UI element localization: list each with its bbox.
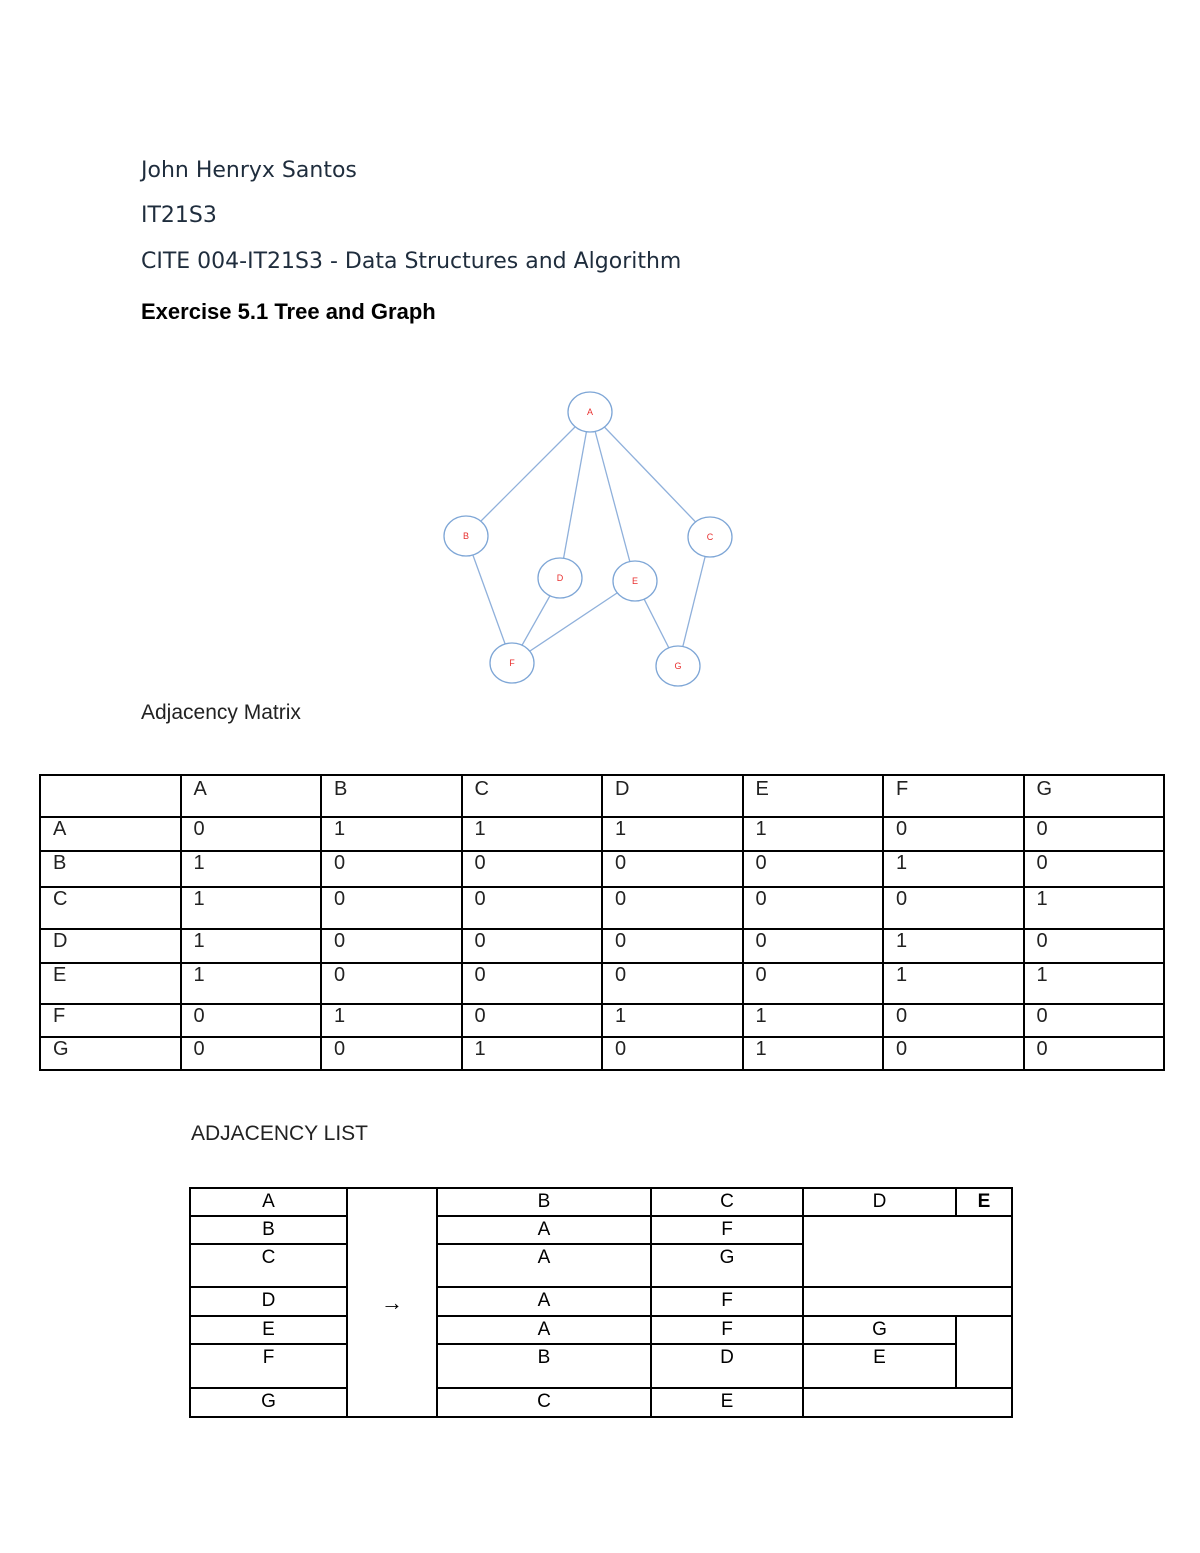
list-vertex: E	[190, 1316, 347, 1344]
node-label: B	[462, 531, 470, 541]
matrix-cell: 0	[321, 851, 462, 887]
node-label: A	[586, 407, 594, 417]
empty-cell	[803, 1388, 1012, 1417]
matrix-row-label: D	[40, 929, 181, 963]
empty-cell	[803, 1216, 1012, 1287]
matrix-cell: 0	[321, 963, 462, 1004]
list-neighbor: A	[437, 1244, 651, 1287]
matrix-cell: 0	[602, 887, 743, 929]
matrix-cell: 0	[462, 1004, 603, 1037]
matrix-cell: 0	[743, 929, 884, 963]
matrix-cell: 0	[602, 929, 743, 963]
matrix-cell: 1	[602, 1004, 743, 1037]
matrix-row	[40, 887, 1164, 929]
matrix-cell: 0	[181, 1004, 322, 1037]
adjacency-matrix-table	[39, 774, 1165, 1071]
exercise-title: Exercise 5.1 Tree and Graph	[141, 299, 436, 324]
matrix-row	[40, 851, 1164, 887]
list-neighbor: E	[956, 1188, 1012, 1216]
matrix-row	[40, 929, 1164, 963]
node-label: C	[706, 532, 714, 542]
matrix-row-label: G	[40, 1037, 181, 1070]
list-neighbor: A	[437, 1316, 651, 1344]
list-neighbor: G	[803, 1316, 956, 1344]
matrix-cell: 1	[462, 1037, 603, 1070]
matrix-row-label: B	[40, 851, 181, 887]
graph-diagram	[430, 385, 750, 695]
matrix-header-cell: A	[181, 775, 322, 817]
matrix-cell: 1	[743, 1004, 884, 1037]
matrix-row-label: F	[40, 1004, 181, 1037]
list-vertex: C	[190, 1244, 347, 1287]
matrix-cell: 0	[181, 1037, 322, 1070]
matrix-cell: 0	[321, 887, 462, 929]
matrix-cell: 0	[462, 887, 603, 929]
section-code: IT21S3	[141, 203, 217, 228]
list-neighbor: C	[437, 1388, 651, 1417]
list-neighbor: D	[803, 1188, 956, 1216]
list-vertex: D	[190, 1287, 347, 1316]
list-neighbor: G	[651, 1244, 803, 1287]
matrix-cell: 0	[462, 963, 603, 1004]
matrix-cell: 1	[1024, 887, 1165, 929]
list-vertex: F	[190, 1344, 347, 1388]
matrix-cell: 0	[321, 929, 462, 963]
list-neighbor: B	[437, 1344, 651, 1388]
matrix-cell: 1	[743, 817, 884, 851]
matrix-cell: 1	[1024, 963, 1165, 1004]
matrix-cell: 0	[462, 851, 603, 887]
matrix-cell: 1	[883, 963, 1024, 1004]
matrix-row-label: C	[40, 887, 181, 929]
matrix-header-cell: F	[883, 775, 1024, 817]
list-neighbor: E	[803, 1344, 956, 1388]
list-neighbor: E	[651, 1388, 803, 1417]
matrix-header-cell: B	[321, 775, 462, 817]
matrix-cell: 1	[883, 851, 1024, 887]
matrix-cell: 0	[1024, 817, 1165, 851]
matrix-cell: 1	[181, 887, 322, 929]
node-label: G	[674, 661, 682, 671]
edge-A-C	[590, 412, 710, 537]
edge-A-E	[590, 412, 635, 581]
matrix-cell: 0	[883, 817, 1024, 851]
matrix-row-label: E	[40, 963, 181, 1004]
arrow-icon: →	[347, 1188, 437, 1417]
matrix-header-cell	[40, 775, 181, 817]
list-vertex: A	[190, 1188, 347, 1216]
matrix-cell: 0	[602, 1037, 743, 1070]
matrix-cell: 0	[181, 817, 322, 851]
matrix-header-cell: G	[1024, 775, 1165, 817]
matrix-cell: 0	[1024, 1004, 1165, 1037]
list-neighbor: F	[651, 1287, 803, 1316]
matrix-cell: 0	[883, 887, 1024, 929]
matrix-cell: 0	[883, 1004, 1024, 1037]
list-neighbor: B	[437, 1188, 651, 1216]
matrix-cell: 0	[743, 851, 884, 887]
course-title: CITE 004-IT21S3 - Data Structures and Algorithm	[141, 249, 682, 274]
node-label: F	[509, 658, 515, 668]
matrix-row-label: A	[40, 817, 181, 851]
matrix-cell: 0	[1024, 929, 1165, 963]
matrix-cell: 0	[743, 887, 884, 929]
matrix-cell: 1	[602, 817, 743, 851]
matrix-row	[40, 1004, 1164, 1037]
list-neighbor: D	[651, 1344, 803, 1388]
empty-cell	[803, 1287, 1012, 1316]
matrix-header-cell: D	[602, 775, 743, 817]
matrix-row	[40, 1037, 1164, 1070]
matrix-header-row	[40, 775, 1164, 817]
matrix-row	[40, 817, 1164, 851]
node-label: E	[631, 576, 639, 586]
matrix-cell: 0	[743, 963, 884, 1004]
matrix-cell: 0	[321, 1037, 462, 1070]
node-label: D	[556, 573, 564, 583]
matrix-cell: 0	[1024, 851, 1165, 887]
matrix-cell: 0	[602, 963, 743, 1004]
adjacency-list-table	[189, 1187, 1013, 1418]
matrix-cell: 1	[181, 963, 322, 1004]
empty-cell	[956, 1316, 1012, 1388]
matrix-cell: 0	[1024, 1037, 1165, 1070]
matrix-cell: 1	[181, 929, 322, 963]
list-neighbor: C	[651, 1188, 803, 1216]
matrix-cell: 0	[602, 851, 743, 887]
matrix-row	[40, 963, 1164, 1004]
matrix-cell: 1	[321, 1004, 462, 1037]
author-name: John Henryx Santos	[141, 158, 357, 183]
matrix-header-cell: E	[743, 775, 884, 817]
matrix-cell: 0	[883, 1037, 1024, 1070]
matrix-cell: 1	[181, 851, 322, 887]
matrix-title: Adjacency Matrix	[141, 701, 301, 724]
matrix-cell: 1	[743, 1037, 884, 1070]
adjacency-list-title: ADJACENCY LIST	[191, 1122, 368, 1145]
matrix-cell: 1	[321, 817, 462, 851]
list-vertex: B	[190, 1216, 347, 1244]
list-vertex: G	[190, 1388, 347, 1417]
matrix-cell: 1	[462, 817, 603, 851]
list-neighbor: F	[651, 1216, 803, 1244]
matrix-header-cell: C	[462, 775, 603, 817]
list-neighbor: A	[437, 1216, 651, 1244]
list-neighbor: A	[437, 1287, 651, 1316]
matrix-cell: 1	[883, 929, 1024, 963]
matrix-cell: 0	[462, 929, 603, 963]
list-neighbor: F	[651, 1316, 803, 1344]
